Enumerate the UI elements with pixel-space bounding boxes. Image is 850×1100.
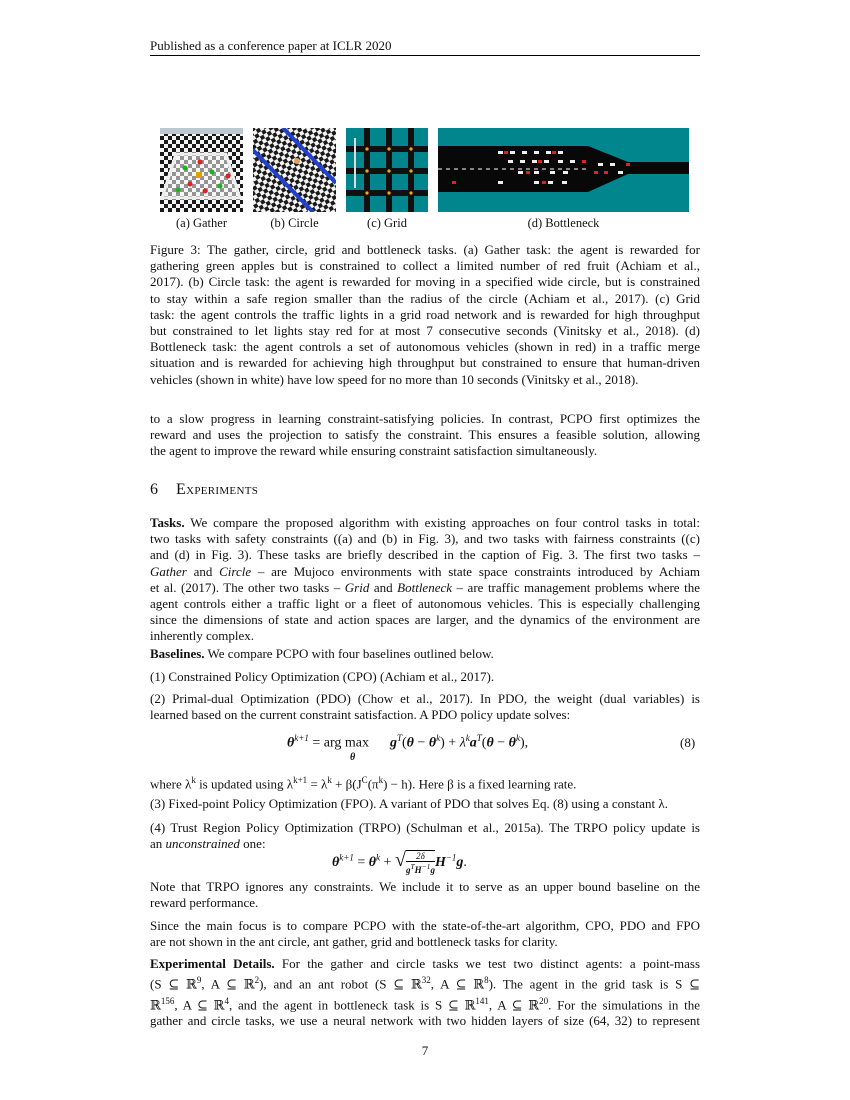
circle-image xyxy=(253,128,336,212)
equation-number-8: (8) xyxy=(680,735,696,750)
trpo-note: Note that TRPO ignores any constraints. We include it to serve as an upper bound baseline on the reward performance. xyxy=(150,879,700,911)
subcaption-c: (c) Grid xyxy=(367,216,407,230)
bottleneck-image xyxy=(438,128,689,212)
tasks-paragraph: Tasks. We compare the proposed algorithm with existing approaches on four control tasks in total: two tasks with safety constraints ((a) and (b) in Fig. 3), and two tasks with fairness constraints ((c) and (d) in Fig. 3). These tasks are briefly described in the caption of Fig. 3. The first two tasks – Gather and Circle – are Mujoco environments with state space constraints introduced by Achiam et al. (2017). The other two tasks – Grid and Bottleneck – are traffic management problems where the agent controls either a traffic light or a fleet of autonomous vehicles. This is especially challenging since the dimensions of state and action spaces are larger, and the dynamics of the environment are inherently complex. xyxy=(150,515,700,644)
intro-paragraph: to a slow progress in learning constraint-satisfying policies. In contrast, PCPO first optimizes the reward and uses the projection to satisfy the constraint. This ensures a feasible solution, allowing the agent to improve the reward while ensuring constraint satisfaction simultaneously. xyxy=(150,411,700,459)
running-header: Published as a conference paper at ICLR 2020 xyxy=(150,38,392,53)
subcaption-a: (a) Gather xyxy=(175,216,227,230)
subcaption-d: (d) Bottleneck xyxy=(527,216,600,230)
header-rule xyxy=(150,55,700,56)
baseline-cpo: (1) Constrained Policy Optimization (CPO) (Achiam et al., 2017). xyxy=(150,669,495,684)
gather-image xyxy=(160,128,243,212)
baseline-fpo: (3) Fixed-point Policy Optimization (FPO). A variant of PDO that solves Eq. (8) using a constant λ. xyxy=(150,796,668,811)
equation-8: $\theta^{k+1}$ = arg max $g^T(\theta - \theta^k) + \lambda^ka^T(\theta - \theta^k)$, xyxy=(287,733,529,751)
clarity-note: Since the main focus is to compare PCPO with the state-of-the-art algorithm, CPO, PDO and FPO are not shown in the ant circle, ant gather, grid and bottleneck tasks for clarity. xyxy=(150,918,700,950)
baseline-trpo: (4) Trust Region Policy Optimization (TRPO) (Schulman et al., 2015a). The TRPO policy update is an unconstrained one: xyxy=(150,820,700,852)
trpo-equation: $\theta^{k+1} = \theta^k$ + √ 2δ $g^TH^{-1}g$ $H^{-1}g$. xyxy=(332,849,467,876)
baseline-pdo: (2) Primal-dual Optimization (PDO) (Chow et al., 2017). In PDO, the weight (dual variables) is learned based on the current constraint satisfaction. A PDO policy update solves: xyxy=(150,691,700,723)
experimental-details: Experimental Details. For the gather and circle tasks we test two distinct agents: a point-mass (S ⊆ ℝ$^9$, A ⊆ ℝ$^2$), and an ant robot (S ⊆ ℝ$^{32}$, A ⊆ ℝ$^8$). The agent in the grid task is S ⊆ ℝ$^{156}$, A ⊆ ℝ$^4$, and the agent in bottleneck task is S ⊆ ℝ$^{141}$, A ⊆ ℝ$^{20}$. For the simulations in the gather and circle tasks, we use a neural network with two hidden layers of size (64, 32) to represent xyxy=(150,956,701,1029)
page-number: 7 xyxy=(421,1043,429,1058)
grid-image xyxy=(346,128,428,212)
section-heading: 6 Experiments xyxy=(150,481,259,498)
argmax-subscript: θ xyxy=(350,752,356,763)
figure-caption: Figure 3: The gather, circle, grid and bottleneck tasks. (a) Gather task: the agent is rewarded for gathering green apples but is constrained to collect a limited number of red fruit (Achiam et al., 2017). (b) Circle task: the agent is rewarded for moving in a specified wide circle, but is constrained to stay within a safe region smaller than the radius of the circle (Achiam et al., 2017). (c) Grid task: the agent controls the traffic lights in a grid road network and is rewarded for high throughput but constrained to let lights stay red for at most 7 consecutive seconds (Vinitsky et al., 2018). (d) Bottleneck task: the agent controls a set of autonomous vehicles (shown in red) in a traffic merge situation and is rewarded for achieving high throughput but constrained to ensure that human-driven vehicles (shown in white) have low speed for no more than 10 seconds (Vinitsky et al., 2018). xyxy=(150,242,700,387)
lambda-update: where $\lambda^k$ is updated using $\lambda^{k+1} = \lambda^k + \beta(J^C(\pi^k) - h)$. Here β is a fixed learning rate. xyxy=(150,775,577,792)
baselines-intro: Baselines. We compare PCPO with four baselines outlined below. xyxy=(150,646,494,661)
subcaption-b: (b) Circle xyxy=(270,216,319,230)
